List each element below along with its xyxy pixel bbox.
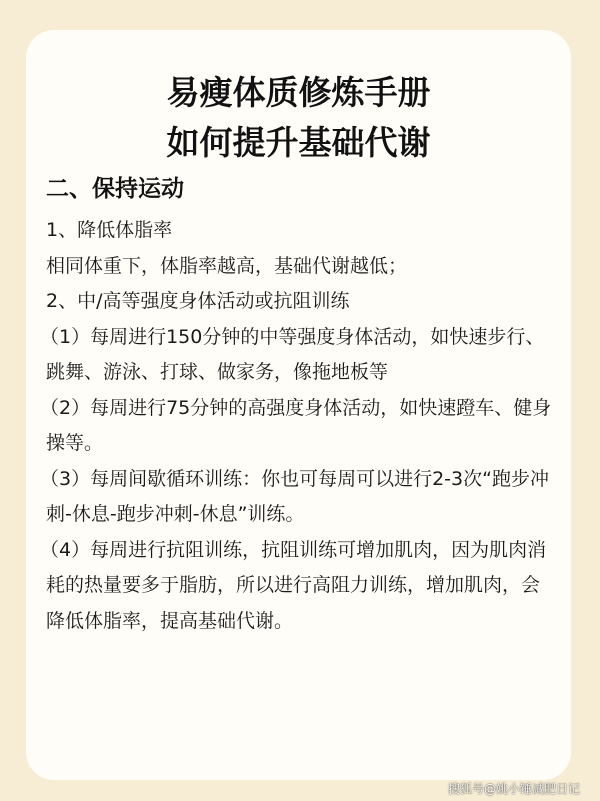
title-line-2: 如何提升基础代谢	[166, 123, 431, 162]
page-title	[26, 68, 571, 168]
section-body	[40, 213, 556, 639]
content-card	[26, 30, 571, 780]
watermark: 搜狐号@姚小锤减肥日记	[447, 782, 580, 796]
paragraph-item-4: （4）每周进行抗阻训练，抗阻训练可增加肌肉，因为肌肉消耗的热量要多于脂肪，所以进行高阻力训练，增加肌肉，会降低体脂率，提高基础代谢。	[40, 538, 547, 632]
paragraph-item-2: （2）每周进行75分钟的高强度身体活动，如快速蹬车、健身操等。	[40, 396, 552, 454]
paragraph-item-1: （1）每周进行150分钟的中等强度身体活动，如快速步行、跳舞、游泳、打球、做家务，像拖地板等	[40, 325, 545, 383]
paragraph-point-1-detail: 相同体重下，体脂率越高，基础代谢越低；	[46, 254, 408, 277]
paragraph-item-3: （3）每周间歇循环训练：你也可每周可以进行2-3次“跑步冲刺-休息-跑步冲刺-休息”训练。	[40, 467, 549, 525]
section-heading: 二、保持运动	[46, 176, 184, 202]
title-line-1: 易瘦体质修炼手册	[166, 73, 431, 112]
paragraph-point-2: 2、中/高等强度身体活动或抗阻训练	[46, 290, 350, 312]
paragraph-point-1: 1、降低体脂率	[46, 219, 173, 241]
